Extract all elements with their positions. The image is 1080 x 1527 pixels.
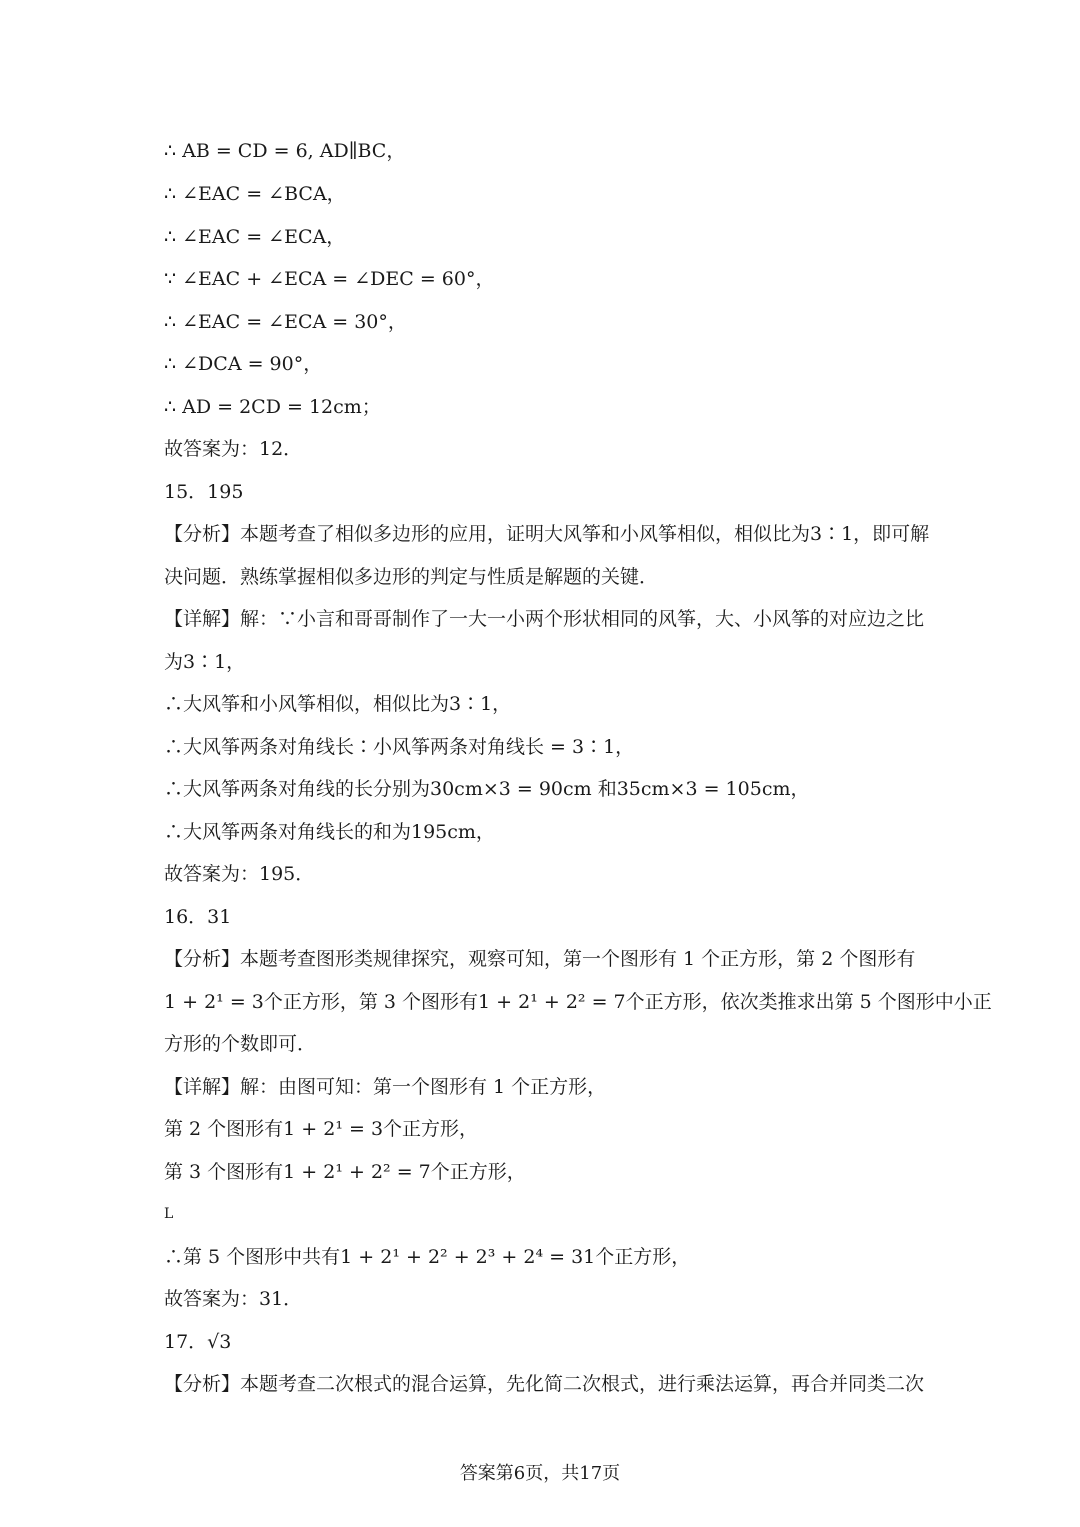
text-line: ∴ AB = CD = 6, AD∥BC， xyxy=(164,140,406,162)
question-number: 16．31 xyxy=(164,906,232,928)
text-line: 第 2 个图形有1 + 2¹ = 3个正方形， xyxy=(164,1118,479,1140)
question-number: 17．√3 xyxy=(164,1331,232,1353)
text-line: ∴大风筝两条对角线长的和为195cm， xyxy=(164,821,495,843)
detail-paragraph: 【详解】解：由图可知：第一个图形有 1 个正方形， xyxy=(164,1076,607,1098)
answer-line: 故答案为：31． xyxy=(164,1288,303,1310)
text-line: ∴大风筝和小风筝相似，相似比为3∶1， xyxy=(164,693,512,715)
analysis-paragraph: 【分析】本题考查图形类规律探究，观察可知，第一个图形有 1 个正方形，第 2 个图形有 xyxy=(164,948,916,970)
answer-line: 故答案为：12． xyxy=(164,438,303,460)
text-line: L xyxy=(164,1206,174,1222)
text-line: ∴ ∠EAC = ∠ECA， xyxy=(164,226,346,248)
text-line: ∴大风筝两条对角线长∶小风筝两条对角线长 = 3∶1， xyxy=(164,736,635,758)
text-line: ∴ AD = 2CD = 12cm； xyxy=(164,396,381,418)
question-number: 15．195 xyxy=(164,481,244,503)
analysis-paragraph: 【分析】本题考查二次根式的混合运算，先化简二次根式，进行乘法运算，再合并同类二次 xyxy=(164,1373,925,1395)
analysis-paragraph: 【分析】本题考查了相似多边形的应用，证明大风筝和小风筝相似，相似比为3∶1，即可解 xyxy=(164,523,930,545)
text-line: ∵ ∠EAC + ∠ECA = ∠DEC = 60°， xyxy=(164,268,495,290)
analysis-paragraph: 方形的个数即可． xyxy=(164,1033,317,1055)
analysis-paragraph: 决问题．熟练掌握相似多边形的判定与性质是解题的关键． xyxy=(164,566,659,588)
analysis-paragraph: 1 + 2¹ = 3个正方形，第 3 个图形有1 + 2¹ + 2² = 7个正方形，依次类推求出第 5 个图形中小正 xyxy=(164,991,992,1013)
text-line: 第 3 个图形有1 + 2¹ + 2² = 7个正方形， xyxy=(164,1161,526,1183)
text-line: ∴ ∠DCA = 90°， xyxy=(164,353,323,375)
answer-line: 故答案为：195． xyxy=(164,863,315,885)
text-line: ∴ ∠EAC = ∠ECA = 30°， xyxy=(164,311,407,333)
page-footer: 答案第6页，共17页 xyxy=(459,1463,621,1484)
text-line: ∴大风筝两条对角线的长分别为30cm×3 = 90cm 和35cm×3 = 105cm， xyxy=(164,778,810,800)
text-line: ∴第 5 个图形中共有1 + 2¹ + 2² + 2³ + 2⁴ = 31个正方形， xyxy=(164,1246,691,1268)
detail-paragraph: 【详解】解：∵小言和哥哥制作了一大一小两个形状相同的风筝，大、小风筝的对应边之比 xyxy=(164,608,925,630)
text-line: ∴ ∠EAC = ∠BCA， xyxy=(164,183,346,205)
detail-paragraph: 为3∶1， xyxy=(164,651,246,673)
